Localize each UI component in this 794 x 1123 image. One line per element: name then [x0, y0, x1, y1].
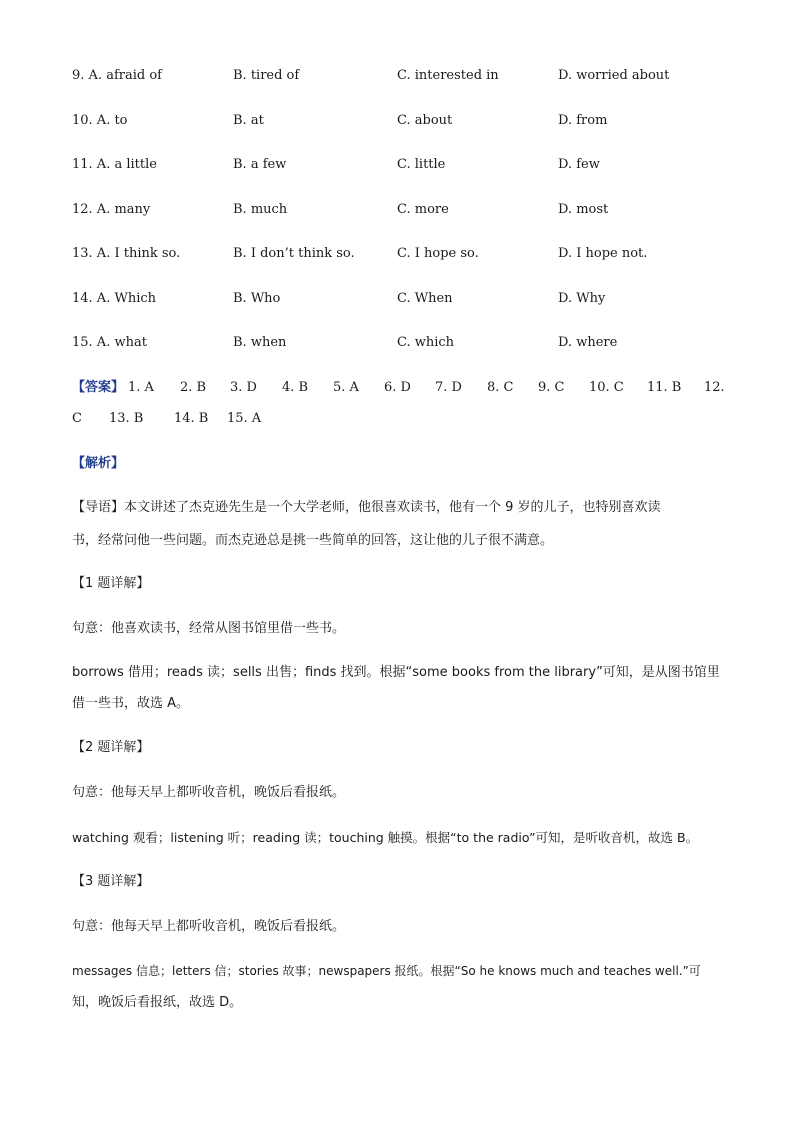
- option-c: C. When: [397, 291, 453, 306]
- answer-item: 14. B: [174, 411, 209, 426]
- option-b: B. I don’t think so.: [233, 246, 355, 261]
- q3-heading: 【3 题详解】: [72, 874, 150, 889]
- q3-sense: 句意：他每天早上都听收音机，晚饭后看报纸。: [72, 919, 346, 934]
- option-a: 13. A. I think so.: [72, 246, 181, 261]
- option-d: D. where: [558, 335, 618, 350]
- q1-sense: 句意：他喜欢读书，经常从图书馆里借一些书。: [72, 621, 346, 636]
- option-row-9: [72, 66, 732, 86]
- q3-detail-line-1: messages 信息；letters 信；stories 故事；newspapers 报纸。根据“So he knows much and teaches well.”可: [72, 964, 701, 978]
- option-a: 12. A. many: [72, 202, 151, 217]
- q2-sense: 句意：他每天早上都听收音机，晚饭后看报纸。: [72, 785, 346, 800]
- option-a: 15. A. what: [72, 335, 147, 350]
- option-b: B. at: [233, 113, 264, 128]
- option-row-13: [72, 244, 732, 264]
- answer-label: 【答案】: [72, 380, 125, 395]
- q1-heading: 【1 题详解】: [72, 576, 150, 591]
- answer-item: 11. B: [647, 380, 682, 395]
- option-row-15: [72, 333, 732, 353]
- answer-item: 8. C: [487, 380, 514, 395]
- answer-line-2: [72, 409, 732, 429]
- option-c: C. little: [397, 157, 446, 172]
- answer-item: 4. B: [282, 380, 309, 395]
- answer-item: 1. A: [128, 380, 154, 395]
- option-b: B. much: [233, 202, 288, 217]
- q2-heading: 【2 题详解】: [72, 740, 150, 755]
- answer-item: C: [72, 411, 82, 426]
- option-b: B. a few: [233, 157, 287, 172]
- answer-item: 2. B: [180, 380, 207, 395]
- analysis-label: 【解析】: [72, 456, 125, 471]
- option-d: D. from: [558, 113, 608, 128]
- answer-item: 7. D: [435, 380, 462, 395]
- option-row-14: [72, 289, 732, 309]
- option-c: C. interested in: [397, 68, 499, 83]
- option-c: C. I hope so.: [397, 246, 479, 261]
- option-b: B. tired of: [233, 68, 300, 83]
- guide-line-2: 书，经常问他一些问题。而杰克逊总是挑一些简单的回答，这让他的儿子很不满意。: [72, 533, 554, 548]
- answer-item: 12.: [704, 380, 725, 395]
- option-c: C. which: [397, 335, 455, 350]
- answer-item: 15. A: [227, 411, 262, 426]
- option-d: D. few: [558, 157, 600, 172]
- option-d: D. I hope not.: [558, 246, 648, 261]
- option-row-10: [72, 111, 732, 131]
- q3-detail-line-2: 知，晚饭后看报纸，故选 D。: [72, 995, 243, 1010]
- option-d: D. worried about: [558, 68, 670, 83]
- option-a: 9. A. afraid of: [72, 68, 162, 83]
- q1-detail-line-1: borrows 借用；reads 读；sells 出售；finds 找到。根据“some books from the library”可知，是从图书馆里: [72, 665, 720, 680]
- answer-item: 10. C: [589, 380, 624, 395]
- option-c: C. more: [397, 202, 449, 217]
- option-c: C. about: [397, 113, 453, 128]
- q2-detail-line-1: watching 观看；listening 听；reading 读；touching 触摸。根据“to the radio”可知，是听收音机，故选 B。: [72, 830, 699, 845]
- answer-item: 13. B: [109, 411, 144, 426]
- option-a: 10. A. to: [72, 113, 128, 128]
- option-b: B. Who: [233, 291, 281, 306]
- option-d: D. most: [558, 202, 609, 217]
- answer-line-1: [72, 378, 732, 398]
- q1-detail-line-2: 借一些书，故选 A。: [72, 696, 190, 711]
- answer-item: 9. C: [538, 380, 565, 395]
- option-a: 11. A. a little: [72, 157, 157, 172]
- option-b: B. when: [233, 335, 287, 350]
- guide-line-1: 【导语】本文讲述了杰克逊先生是一个大学老师，他很喜欢读书，他有一个 9 岁的儿子，也特别喜欢读: [72, 500, 661, 515]
- option-row-12: [72, 200, 732, 220]
- answer-item: 6. D: [384, 380, 411, 395]
- answer-item: 5. A: [333, 380, 359, 395]
- option-d: D. Why: [558, 291, 606, 306]
- answer-item: 3. D: [230, 380, 257, 395]
- option-row-11: [72, 155, 732, 175]
- option-a: 14. A. Which: [72, 291, 157, 306]
